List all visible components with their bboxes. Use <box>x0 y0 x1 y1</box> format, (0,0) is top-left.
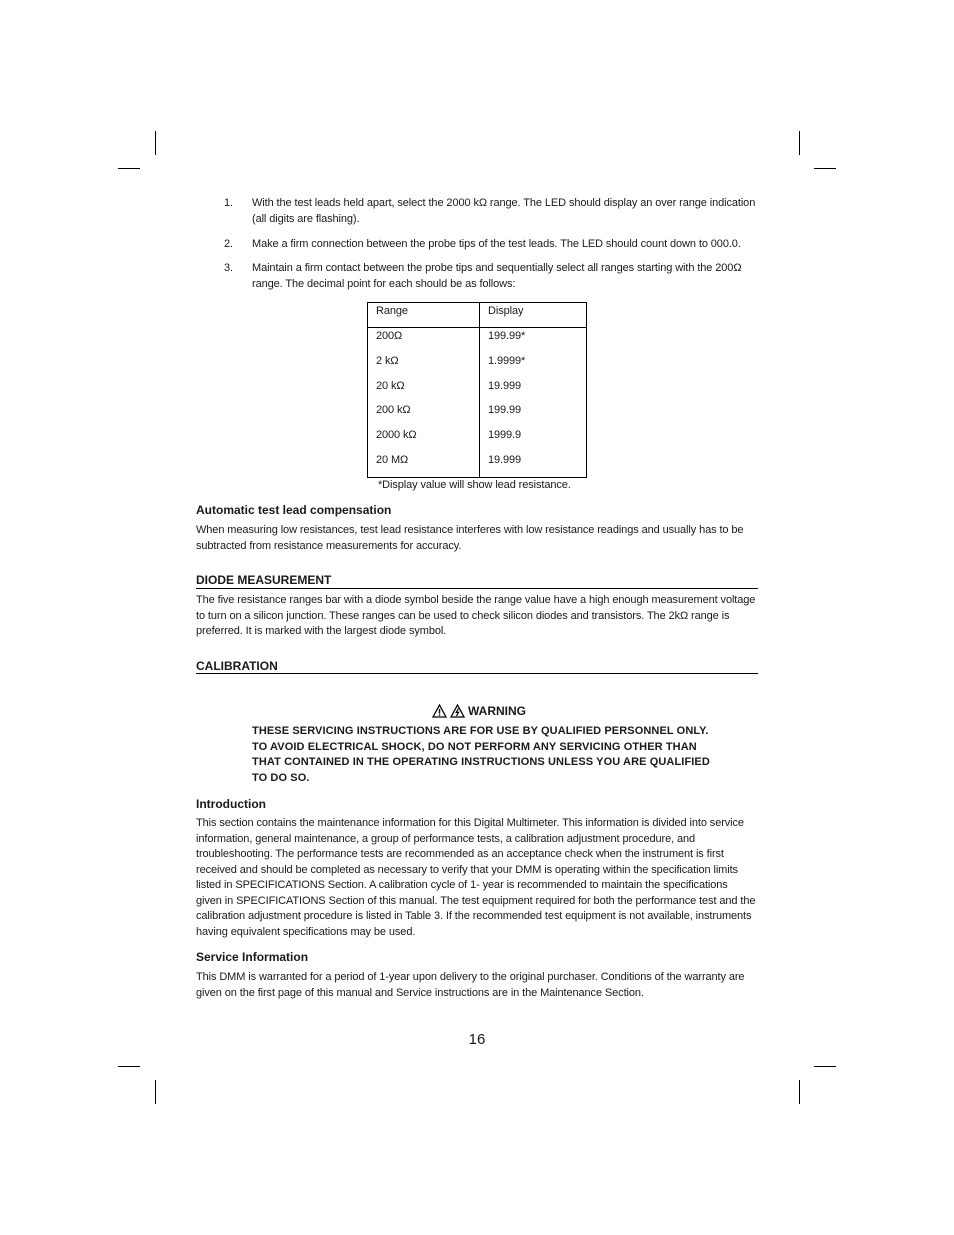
section-heading: CALIBRATION <box>196 659 278 673</box>
section-heading: Introduction <box>196 797 266 811</box>
shock-hazard-icon <box>450 704 465 718</box>
cell-display: 1999.9 <box>488 429 522 441</box>
cell-range: 20 kΩ <box>376 380 405 392</box>
crop-mark <box>799 1080 800 1104</box>
crop-mark <box>155 1080 156 1104</box>
section-heading: Service Information <box>196 950 309 964</box>
heading-rule <box>196 588 758 589</box>
header-range: Range <box>376 305 408 317</box>
list-number: 2. <box>224 238 233 250</box>
list-text: Make a firm connection between the probe tips of the test leads. The LED should count down to 000.0. <box>252 238 741 250</box>
cell-range: 2 kΩ <box>376 355 399 367</box>
list-text: Maintain a firm contact between the probe tips and sequentially select all ranges starting with the 200Ω range. The decimal point for each should be as follows: <box>252 262 742 290</box>
warning-label: WARNING <box>468 704 526 718</box>
cell-display: 199.99* <box>488 330 526 342</box>
crop-mark <box>155 131 156 155</box>
cell-range: 200 kΩ <box>376 404 411 416</box>
warning-text: THESE SERVICING INSTRUCTIONS ARE FOR USE BY QUALIFIED PERSONNEL ONLY. TO AVOID ELECTRICAL SHOCK, DO NOT PERFORM ANY SERVICING OTHER THAN THAT CONTAINED IN THE OPERATING INSTRUCTIONS UNLESS YOU ARE QUALIFIED TO DO SO. <box>252 725 710 784</box>
section-body: This DMM is warranted for a period of 1-year upon delivery to the original purchaser. Conditions of the warranty are given on the first page of this manual and Service instructions are in the Maintenance Section. <box>196 971 745 999</box>
cell-display: 19.999 <box>488 380 522 392</box>
list-number: 1. <box>224 197 233 209</box>
range-table <box>367 302 587 478</box>
cell-range: 2000 kΩ <box>376 429 417 441</box>
crop-mark <box>814 168 836 169</box>
heading-rule <box>196 673 758 674</box>
section-body: The five resistance ranges bar with a diode symbol beside the range value have a high enough measurement voltage to turn on a silicon junction. These ranges can be used to check silicon diodes and transistors. The 2kΩ range is preferred. It is marked with the largest diode symbol. <box>196 594 756 637</box>
cell-display: 1.9999* <box>488 355 526 367</box>
section-heading: DIODE MEASUREMENT <box>196 573 332 587</box>
list-number: 3. <box>224 262 233 274</box>
list-text: With the test leads held apart, select the 2000 kΩ range. The LED should display an over range indication (all digits are flashing). <box>252 197 756 225</box>
cell-range: 200Ω <box>376 330 403 342</box>
section-heading: Automatic test lead compensation <box>196 503 392 517</box>
cell-display: 199.99 <box>488 404 522 416</box>
header-display: Display <box>488 305 524 317</box>
table-divider <box>479 303 480 477</box>
warning-title <box>432 704 526 718</box>
section-body: When measuring low resistances, test lead resistance interferes with low resistance readings and usually has to be subtracted from resistance measurements for accuracy. <box>196 524 744 552</box>
crop-mark <box>118 168 140 169</box>
cell-range: 20 MΩ <box>376 454 409 466</box>
crop-mark <box>799 131 800 155</box>
table-footnote: *Display value will show lead resistance. <box>378 479 571 491</box>
page-number: 16 <box>468 1031 486 1048</box>
crop-mark <box>118 1066 140 1067</box>
section-body: This section contains the maintenance information for this Digital Multimeter. This information is divided into service information, general maintenance, a group of performance tests, a calibration adjustment procedure, and troubleshooting. The performance tests are recommended as an acceptance check when the instrument is first received and should be completed as necessary to verify that your DMM is operating within the specification limits listed in SPECIFICATIONS Section. A calibration cycle of 1- year is recommended to maintain the specifications given in SPECIFICATIONS Section of this manual. The test equipment required for both the performance test and the calibration adjustment procedure is listed in Table 3. If the recommended test equipment is not available, instruments having equivalent specifications may be used. <box>196 817 756 938</box>
warning-triangle-icon <box>432 704 447 718</box>
cell-display: 19.999 <box>488 454 522 466</box>
crop-mark <box>814 1066 836 1067</box>
